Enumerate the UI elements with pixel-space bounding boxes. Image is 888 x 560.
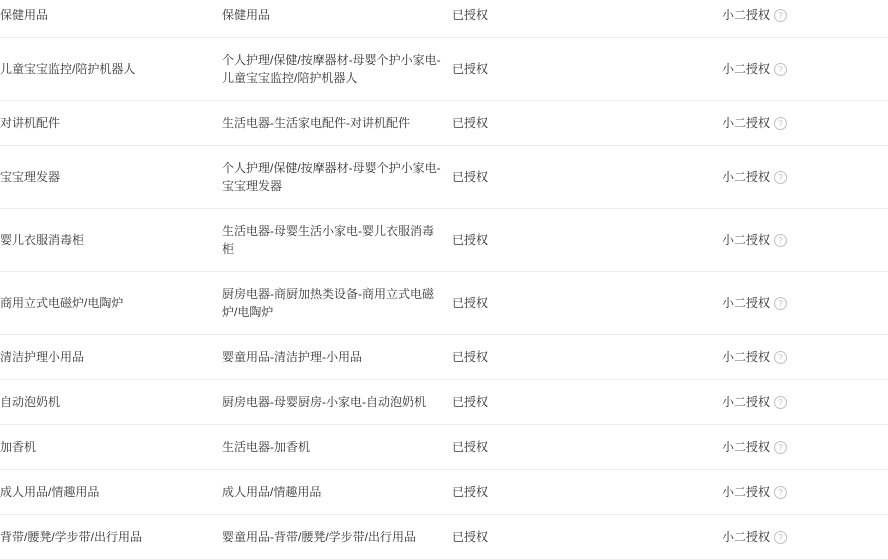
table-row[interactable] xyxy=(0,209,888,272)
cell-auth-party xyxy=(657,515,888,560)
table-row[interactable] xyxy=(0,272,888,335)
auth-party-label: 小二授权 xyxy=(722,485,771,499)
cell-category-name: 保健用品 xyxy=(0,8,49,22)
cell-category-name: 清洁护理小用品 xyxy=(0,350,85,364)
cell-category-path: 个人护理/保健/按摩器材-母婴个护小家电-儿童宝宝监控/陪护机器人 xyxy=(222,53,441,85)
cell-category-path: 厨房电器-母婴厨房-小家电-自动泡奶机 xyxy=(222,395,426,409)
cell-category-name: 加香机 xyxy=(0,440,37,454)
cell-auth-party xyxy=(657,335,888,380)
cell-auth-status: 已授权 xyxy=(452,170,489,184)
cell-category-name: 背带/腰凳/学步带/出行用品 xyxy=(0,530,143,544)
cell-category-name: 婴儿衣服消毒柜 xyxy=(0,233,85,247)
table-row[interactable] xyxy=(0,0,888,38)
table-row[interactable] xyxy=(0,335,888,380)
help-icon[interactable]: ? xyxy=(774,117,787,130)
auth-party-label: 小二授权 xyxy=(722,116,771,130)
help-icon[interactable]: ? xyxy=(774,351,787,364)
help-icon[interactable]: ? xyxy=(774,297,787,310)
cell-category-path: 成人用品/情趣用品 xyxy=(222,485,322,499)
cell-category-path: 生活电器-母婴生活小家电-婴儿衣服消毒柜 xyxy=(222,224,434,256)
cell-category-name: 成人用品/情趣用品 xyxy=(0,485,100,499)
cell-auth-party xyxy=(657,101,888,146)
cell-auth-party xyxy=(657,209,888,272)
auth-party-label: 小二授权 xyxy=(722,233,771,247)
help-icon[interactable]: ? xyxy=(774,396,787,409)
cell-auth-status: 已授权 xyxy=(452,485,489,499)
auth-party-label: 小二授权 xyxy=(722,440,771,454)
cell-category-path: 厨房电器-商厨加热类设备-商用立式电磁炉/电陶炉 xyxy=(222,287,434,319)
auth-party-label: 小二授权 xyxy=(722,296,771,310)
help-icon[interactable]: ? xyxy=(774,441,787,454)
cell-auth-status: 已授权 xyxy=(452,395,489,409)
cell-category-path: 生活电器-加香机 xyxy=(222,440,310,454)
table-row[interactable] xyxy=(0,470,888,515)
cell-auth-status: 已授权 xyxy=(452,62,489,76)
auth-party-label: 小二授权 xyxy=(722,395,771,409)
cell-category-name: 宝宝理发器 xyxy=(0,170,61,184)
table-row[interactable] xyxy=(0,38,888,101)
cell-auth-status: 已授权 xyxy=(452,233,489,247)
cell-category-name: 对讲机配件 xyxy=(0,116,61,130)
cell-auth-party xyxy=(657,272,888,335)
help-icon[interactable]: ? xyxy=(774,171,787,184)
auth-party-label: 小二授权 xyxy=(722,350,771,364)
cell-auth-status: 已授权 xyxy=(452,116,489,130)
cell-auth-status: 已授权 xyxy=(452,440,489,454)
table-row[interactable] xyxy=(0,146,888,209)
auth-party-label: 小二授权 xyxy=(722,62,771,76)
cell-auth-status: 已授权 xyxy=(452,530,489,544)
cell-auth-status: 已授权 xyxy=(452,296,489,310)
help-icon[interactable]: ? xyxy=(774,486,787,499)
table-row[interactable] xyxy=(0,101,888,146)
cell-category-path: 婴童用品-背带/腰凳/学步带/出行用品 xyxy=(222,530,416,544)
cell-category-path: 生活电器-生活家电配件-对讲机配件 xyxy=(222,116,410,130)
table-row[interactable] xyxy=(0,425,888,470)
cell-category-name: 自动泡奶机 xyxy=(0,395,61,409)
cell-auth-party xyxy=(657,425,888,470)
table-row[interactable] xyxy=(0,380,888,425)
cell-category-name: 儿童宝宝监控/陪护机器人 xyxy=(0,62,136,76)
cell-auth-party xyxy=(657,470,888,515)
cell-auth-party xyxy=(657,38,888,101)
cell-category-name: 商用立式电磁炉/电陶炉 xyxy=(0,296,124,310)
cell-auth-party xyxy=(657,146,888,209)
table-row[interactable] xyxy=(0,515,888,560)
cell-category-path: 保健用品 xyxy=(222,8,271,22)
cell-auth-status: 已授权 xyxy=(452,8,489,22)
help-icon[interactable]: ? xyxy=(774,9,787,22)
cell-auth-party xyxy=(657,0,888,38)
help-icon[interactable]: ? xyxy=(774,234,787,247)
auth-party-label: 小二授权 xyxy=(722,170,771,184)
cell-category-path: 个人护理/保健/按摩器材-母婴个护小家电-宝宝理发器 xyxy=(222,161,441,193)
help-icon[interactable]: ? xyxy=(774,531,787,544)
help-icon[interactable]: ? xyxy=(774,63,787,76)
cell-auth-party xyxy=(657,380,888,425)
auth-party-label: 小二授权 xyxy=(722,530,771,544)
cell-auth-status: 已授权 xyxy=(452,350,489,364)
cell-category-path: 婴童用品-清洁护理-小用品 xyxy=(222,350,362,364)
auth-party-label: 小二授权 xyxy=(722,8,771,22)
